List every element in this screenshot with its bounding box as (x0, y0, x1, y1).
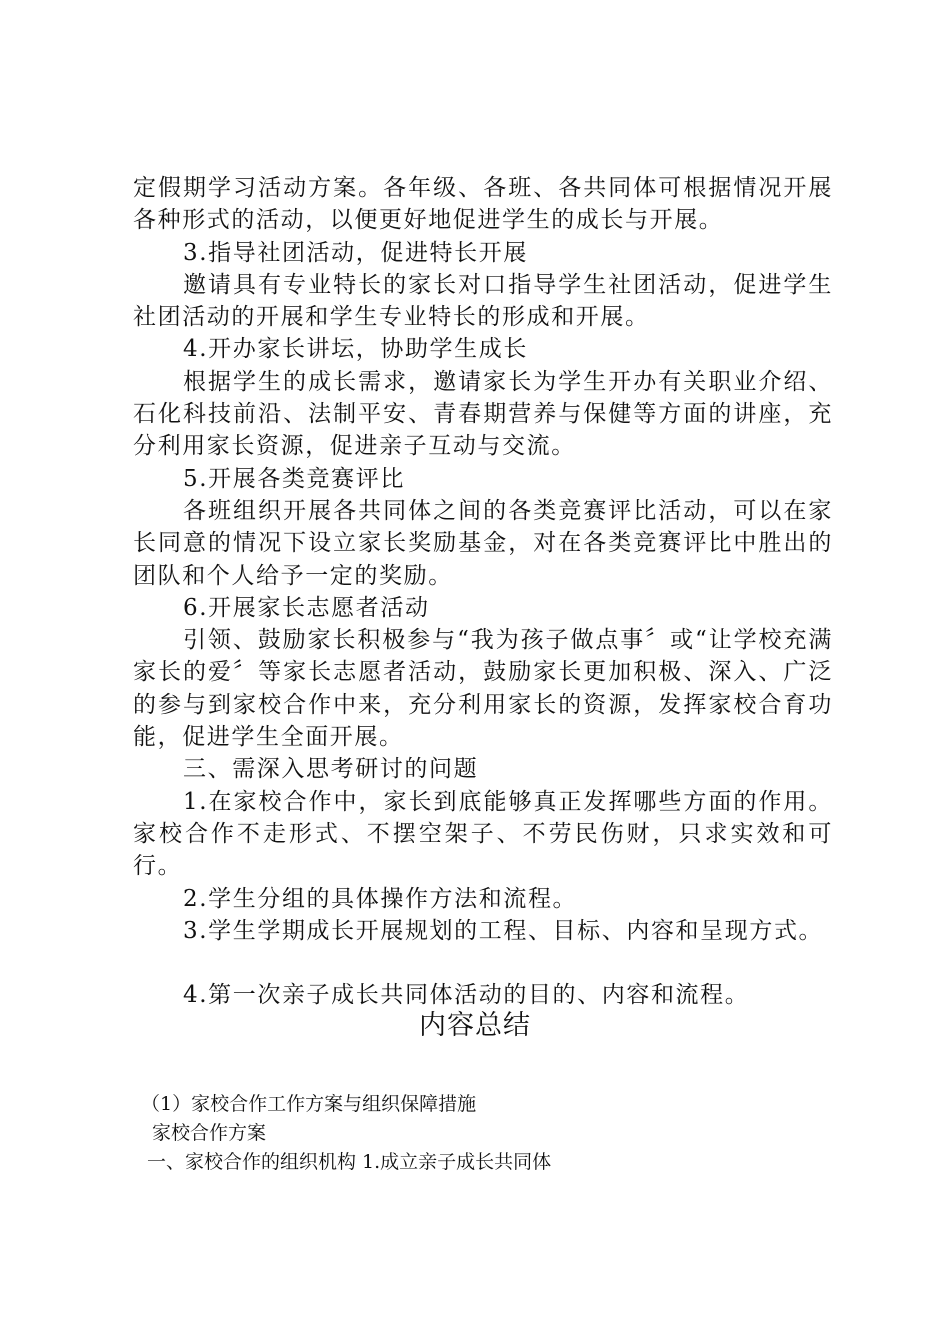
paragraph-5: 各班组织开展各共同体之间的各类竞赛评比活动，可以在家长同意的情况下设立家长奖励基金，对在各类竞赛评比中胜出的团队和个人给予一定的奖励。 (133, 497, 833, 589)
heading-6: 6.开展家长志愿者活动 (183, 594, 430, 621)
heading-4: 4.开办家长讲坛，协助学生成长 (183, 336, 528, 363)
paragraph-continuation: 定假期学习活动方案。各年级、各班、各共同体可根据情况开展各种形式的活动，以便更好地促进学生的成长与开展。 (133, 175, 833, 234)
summary-section (141, 1090, 841, 1177)
section-heading-3: 三、需深入思考研讨的问题 (183, 756, 479, 783)
summary-line-2: 家校合作方案 (152, 1122, 267, 1144)
document-body (133, 172, 833, 1011)
paragraph-6: 引领、鼓励家长积极参与“我为孩子做点事〞或“让学校充满家长的爱〞等家长志愿者活动，鼓励家长更加积极、深入、广泛的参与到家校合作中来，充分利用家长的资源，发挥家校合育功能，促进学生全面开展。 (133, 627, 833, 751)
blank-line (133, 947, 833, 979)
summary-line-3: 一、家校合作的组织机构 1.成立亲子成长共同体 (147, 1151, 552, 1173)
question-1: 1.在家校合作中，家长到底能够真正发挥哪些方面的作用。家校合作不走形式、不摆空架子、不劳民伤财，只求实效和可行。 (133, 788, 833, 880)
question-4: 4.第一次亲子成长共同体活动的目的、内容和流程。 (183, 982, 750, 1009)
heading-3: 3.指导社团活动，促进特长开展 (183, 239, 528, 266)
heading-5: 5.开展各类竞赛评比 (183, 465, 405, 492)
summary-line-1: （1）家校合作工作方案与组织保障措施 (141, 1093, 477, 1115)
paragraph-3: 邀请具有专业特长的家长对口指导学生社团活动，促进学生社团活动的开展和学生专业特长的形成和开展。 (133, 271, 833, 331)
paragraph-4: 根据学生的成长需求，邀请家长为学生开办有关职业介绍、石化科技前沿、法制平安、青春期营养与保健等方面的讲座，充分利用家长资源，促进亲子互动与交流。 (133, 368, 833, 460)
question-3: 3.学生学期成长开展规划的工程、目标、内容和呈现方式。 (183, 917, 824, 944)
question-2: 2.学生分组的具体操作方法和流程。 (183, 885, 578, 912)
summary-title: 内容总结 (419, 1010, 531, 1041)
